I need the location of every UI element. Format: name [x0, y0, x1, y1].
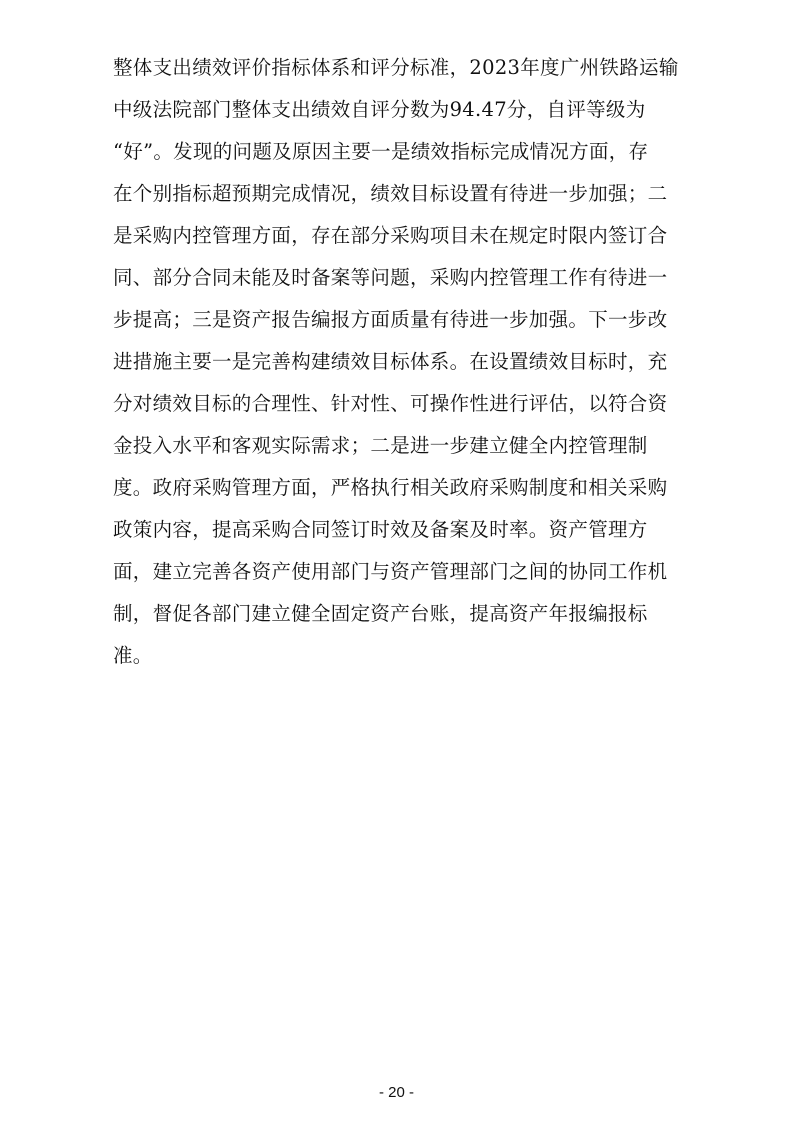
text-line: 步提高；三是资产报告编报方面质量有待进一步加强。下一步改	[113, 308, 668, 331]
text-line: 中级法院部门整体支出绩效自评分数为94.47分，自评等级为	[113, 98, 646, 121]
text-line: “好”。发现的问题及原因主要一是绩效指标完成情况方面，存	[113, 140, 649, 163]
text-line: 分对绩效目标的合理性、针对性、可操作性进行评估，以符合资	[113, 392, 668, 415]
text-line: 面，建立完善各资产使用部门与资产管理部门之间的协同工作机	[113, 560, 668, 583]
text-line: 准。	[113, 644, 153, 667]
text-line: 是采购内控管理方面，存在部分采购项目未在规定时限内签订合	[113, 224, 668, 247]
text-line: 度。政府采购管理方面，严格执行相关政府采购制度和相关采购	[113, 476, 668, 499]
text-line: 政策内容，提高采购合同签订时效及备案及时率。资产管理方	[113, 518, 648, 541]
text-line: 在个别指标超预期完成情况，绩效目标设置有待进一步加强；二	[113, 182, 668, 205]
body-paragraph	[113, 47, 697, 677]
text-line: 整体支出绩效评价指标体系和评分标准，2023年度广州铁路运输	[113, 56, 679, 79]
text-line: 金投入水平和客观实际需求；二是进一步建立健全内控管理制	[113, 434, 648, 457]
page-number: - 20 -	[378, 1084, 414, 1101]
text-line: 制，督促各部门建立健全固定资产台账，提高资产年报编报标	[113, 602, 648, 625]
text-line: 进措施主要一是完善构建绩效目标体系。在设置绩效目标时，充	[113, 350, 668, 373]
text-line: 同、部分合同未能及时备案等问题，采购内控管理工作有待进一	[113, 266, 668, 289]
